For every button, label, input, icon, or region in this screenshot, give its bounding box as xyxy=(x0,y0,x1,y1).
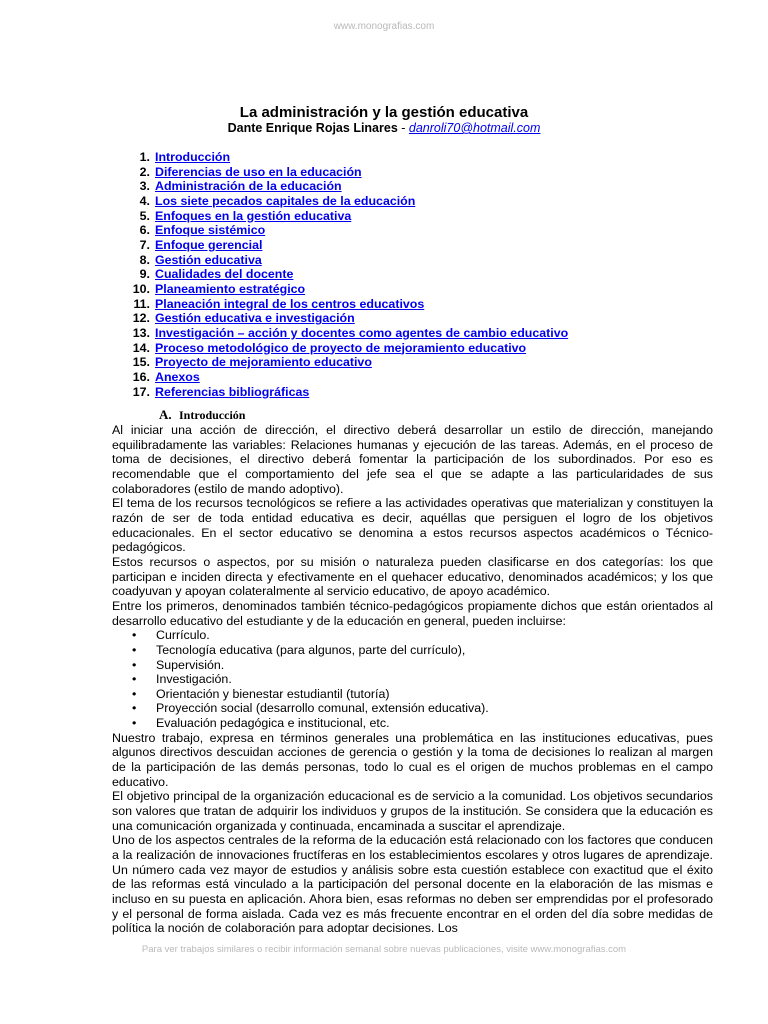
list-item: • Currículo. xyxy=(112,628,713,643)
toc-item xyxy=(112,355,568,370)
list-item: • Evaluación pedagógica e institucional, etc. xyxy=(112,716,713,731)
toc-item xyxy=(112,326,568,341)
toc-number: 14. xyxy=(132,340,150,355)
section-title: Introducción xyxy=(179,408,246,422)
toc-number: 16. xyxy=(132,369,150,384)
toc-number: 17. xyxy=(132,384,150,399)
toc-item xyxy=(112,311,568,326)
author-separator: - xyxy=(397,121,409,135)
list-item: • Proyección social (desarrollo comunal, extensión educativa). xyxy=(112,701,713,716)
toc-link[interactable]: Gestión educativa e investigación xyxy=(155,311,355,326)
paragraph: Nuestro trabajo, expresa en términos generales una problemática en las instituciones educativas, pues algunos directivos descuidan acciones de gerencia o gestión y la toma de decisiones lo realizan al margen de la participación de las demás personas, todo lo cual es el origen de muchos problemas en el campo educativo. xyxy=(112,730,713,789)
table-of-contents xyxy=(112,150,568,399)
paragraph: El objetivo principal de la organización educacional es de servicio a la comunidad. Los objetivos secundarios son valores que tratan de adquirir los individuos y grupos de la institución. Se considera que la educación es una comunicación organizada y continuada, encaminada a suscitar el aprendizaje. xyxy=(112,789,713,833)
toc-link[interactable]: Introducción xyxy=(155,150,231,164)
paragraph: Uno de los aspectos centrales de la reforma de la educación está relacionado con los factores que conducen a la realización de innovaciones fructíferas en los establecimientos escolares y otros lugares de aprendizaje. Un número cada vez mayor de estudios y análisis sobre esta cuestión establece con exactitud que el éxito de las reformas está vinculado a la participación del personal docente en la elaboración de las mismas e incluso en su puesta en aplicación. Ahora bien, esas reformas no deben ser emprendidas por el profesorado y el personal de forma aislada. Cada vez es más frecuente encontrar en el orden del día sobre medidas de política la noción de colaboración para adoptar decisiones. Los xyxy=(112,833,713,936)
toc-item xyxy=(112,194,568,209)
toc-link[interactable]: Planeamiento estratégico xyxy=(155,281,306,296)
toc-item xyxy=(112,341,568,356)
toc-item xyxy=(112,385,568,400)
site-header-url: www.monografias.com xyxy=(333,21,435,32)
toc-number: 11. xyxy=(133,296,150,311)
toc-item xyxy=(112,223,568,238)
toc-item xyxy=(112,179,568,194)
toc-link[interactable]: Referencias bibliográficas xyxy=(155,384,310,399)
toc-link[interactable]: Enfoque sistémico xyxy=(155,223,266,238)
toc-number: 9. xyxy=(139,267,150,282)
author-name: Dante Enrique Rojas Linares xyxy=(227,121,398,135)
list-item: • Supervisión. xyxy=(112,658,713,673)
toc-number: 15. xyxy=(132,355,150,370)
title-block xyxy=(0,104,768,136)
paragraph: Al iniciar una acción de dirección, el directivo deberá desarrollar un estilo de dirección, manejando equilibradamente las variables: Relaciones humanas y ejecución de las tareas. Además, en el proceso de toma de decisiones, el directivo deberá fomentar la participación de los subordinados. Por eso es recomendable que el comportamiento del jefe sea el que se adapte a las particularidades de sus colaboradores (estilo de mando adoptivo). xyxy=(112,423,713,496)
toc-link[interactable]: Proyecto de mejoramiento educativo xyxy=(155,355,372,370)
toc-item xyxy=(112,282,568,297)
toc-number: 10. xyxy=(132,281,150,296)
site-footer: Para ver trabajos similares o recibir información semanal sobre nuevas publicaciones, visite www.monografias.com xyxy=(141,944,627,955)
toc-link[interactable]: Anexos xyxy=(155,369,200,384)
list-item: • Tecnología educativa (para algunos, parte del currículo), xyxy=(112,643,713,658)
author-email-link[interactable]: danroli70@hotmail.com xyxy=(408,121,541,135)
toc-item xyxy=(112,267,568,282)
toc-number: 6. xyxy=(139,223,150,238)
toc-item xyxy=(112,150,568,165)
toc-link[interactable]: Enfoque gerencial xyxy=(155,237,263,252)
toc-item xyxy=(112,370,568,385)
toc-link[interactable]: Diferencias de uso en la educación xyxy=(155,164,362,179)
author-line xyxy=(0,121,768,136)
toc-item xyxy=(112,209,568,224)
toc-item xyxy=(112,297,568,312)
toc-number: 5. xyxy=(139,208,150,223)
toc-link[interactable]: Administración de la educación xyxy=(155,179,342,194)
section-letter: A. xyxy=(159,407,172,422)
toc-number: 4. xyxy=(139,193,150,208)
toc-number: 3. xyxy=(139,179,150,194)
page-title: La administración y la gestión educativa xyxy=(239,104,529,121)
paragraph: Estos recursos o aspectos, por su misión o naturaleza pueden clasificarse en dos categorías: los que participan e inciden directa y efectivamente en el quehacer educativo, denominados académicos; y los que coadyuvan y apoyan colateralmente al servicio educativo, de apoyo académico. xyxy=(112,554,713,599)
toc-link[interactable]: Cualidades del docente xyxy=(155,267,294,282)
toc-link[interactable]: Enfoques en la gestión educativa xyxy=(155,208,352,223)
toc-link[interactable]: Gestión educativa xyxy=(155,252,262,267)
toc-link[interactable]: Los siete pecados capitales de la educación xyxy=(155,193,416,208)
paragraph: Entre los primeros, denominados también técnico-pedagógicos propiamente dichos que están orientados al desarrollo educativo del estudiante y de la educación en general, pueden incluirse: xyxy=(112,598,713,628)
toc-number: 7. xyxy=(139,237,150,252)
toc-link[interactable]: Proceso metodológico de proyecto de mejoramiento educativo xyxy=(155,340,527,355)
toc-item xyxy=(112,238,568,253)
list-item: • Orientación y bienestar estudiantil (tutoría) xyxy=(112,687,713,702)
paragraph: El tema de los recursos tecnológicos se refiere a las actividades operativas que materializan y constituyen la razón de ser de toda entidad educativa es decir, aquéllas que persiguen el logro de los objetivos educacionales. En el sector educativo se denomina a estos recursos aspectos académicos o Técnico-pedagógicos. xyxy=(112,496,713,555)
toc-number: 1. xyxy=(139,150,150,164)
toc-link[interactable]: Investigación – acción y docentes como agentes de cambio educativo xyxy=(155,325,569,340)
list-item: • Investigación. xyxy=(112,672,713,687)
toc-number: 13. xyxy=(132,325,150,340)
toc-number: 8. xyxy=(139,252,150,267)
toc-number: 2. xyxy=(139,164,150,179)
bullet-list xyxy=(112,628,713,731)
toc-item xyxy=(112,165,568,180)
toc-link[interactable]: Planeación integral de los centros educativos xyxy=(155,296,425,311)
toc-item xyxy=(112,253,568,268)
section-heading xyxy=(112,407,713,423)
article-body xyxy=(112,407,713,936)
toc-number: 12. xyxy=(132,311,150,326)
